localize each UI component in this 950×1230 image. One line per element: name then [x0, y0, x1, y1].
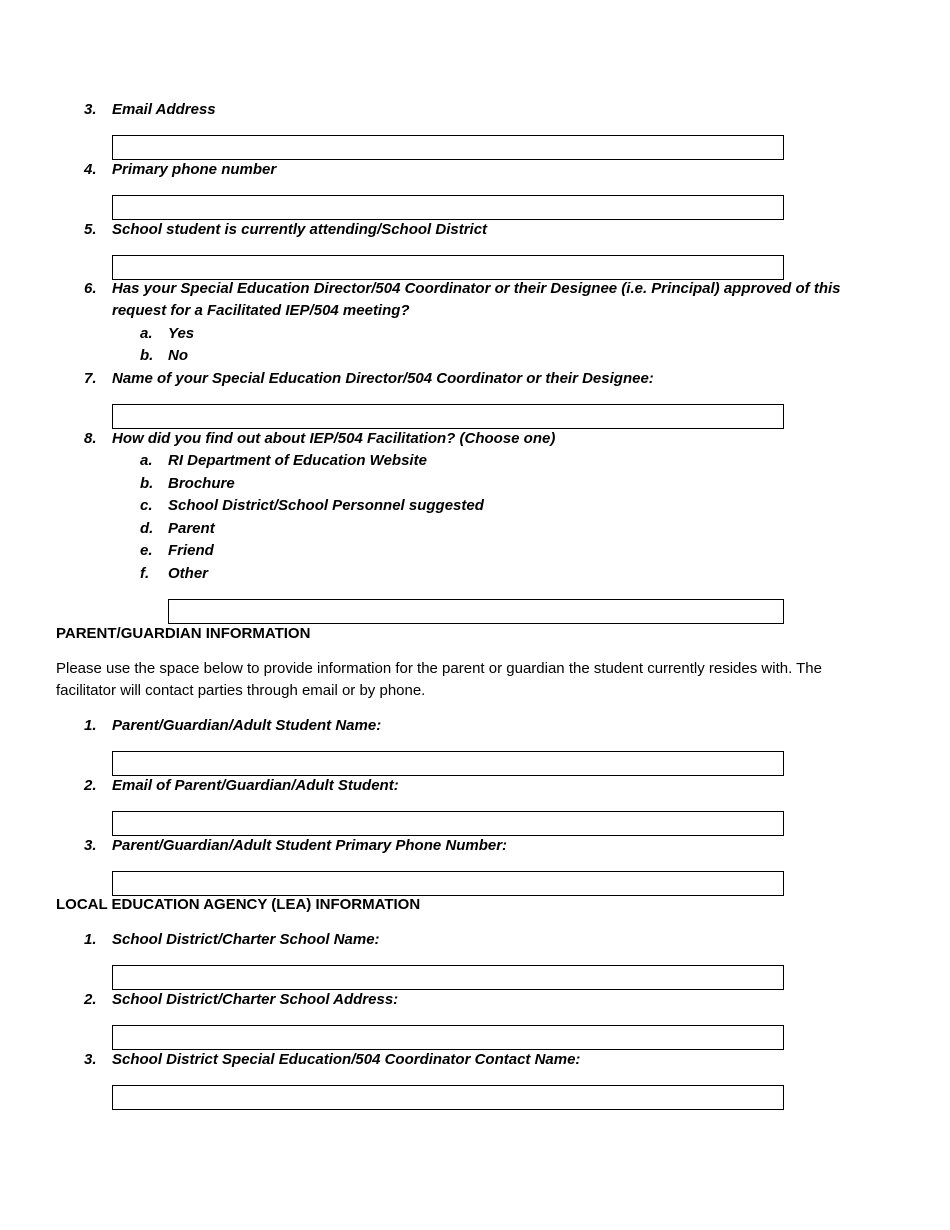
parent-guardian-heading: PARENT/GUARDIAN INFORMATION: [56, 625, 311, 642]
question-label: Email Address: [112, 101, 216, 118]
parent-email-field[interactable]: [112, 811, 784, 836]
question-number: 2.: [84, 991, 97, 1008]
lea-heading: LOCAL EDUCATION AGENCY (LEA) INFORMATION: [56, 896, 421, 913]
option-letter: a.: [140, 452, 153, 469]
question-label: Email of Parent/Guardian/Adult Student:: [112, 777, 399, 794]
question-label: Primary phone number: [112, 161, 277, 178]
option-label: Yes: [168, 325, 195, 342]
district-name-field[interactable]: [112, 965, 784, 990]
question-label: Has your Special Education Director/504 Coordinator or their Designee (i.e. Principal) approved of this request for a Facilitated IEP/504 meeting?: [112, 280, 841, 319]
option-letter: c.: [140, 497, 153, 514]
question-number: 3.: [84, 1051, 97, 1068]
option-label: Other: [168, 565, 209, 582]
other-source-field[interactable]: [168, 599, 784, 624]
option-label: Friend: [168, 542, 214, 559]
option-letter: d.: [140, 520, 154, 537]
question-label: Name of your Special Education Director/504 Coordinator or their Designee:: [112, 370, 654, 387]
question-number: 3.: [84, 837, 97, 854]
parent-guardian-intro: Please use the space below to provide information for the parent or guardian the student currently resides with. The facilitator will contact parties through email or by phone.: [56, 660, 822, 699]
question-label: School District/Charter School Address:: [112, 991, 399, 1008]
option-letter: b.: [140, 347, 154, 364]
option-label: Brochure: [168, 475, 235, 492]
question-number: 7.: [84, 370, 97, 387]
primary-phone-field[interactable]: [112, 195, 784, 220]
question-number: 8.: [84, 430, 97, 447]
question-label: School District Special Education/504 Coordinator Contact Name:: [112, 1051, 581, 1068]
parent-phone-field[interactable]: [112, 871, 784, 896]
option-label: No: [168, 347, 188, 364]
director-name-field[interactable]: [112, 404, 784, 429]
option-letter: f.: [140, 565, 150, 582]
question-number: 1.: [84, 717, 97, 734]
question-number: 5.: [84, 221, 97, 238]
question-label: School student is currently attending/School District: [112, 221, 488, 238]
question-number: 6.: [84, 280, 97, 297]
option-label: Parent: [168, 520, 215, 537]
email-address-field[interactable]: [112, 135, 784, 160]
question-label: How did you find out about IEP/504 Facilitation? (Choose one): [112, 430, 556, 447]
coordinator-contact-field[interactable]: [112, 1085, 784, 1110]
question-director-approval: [84, 278, 914, 322]
parent-name-field[interactable]: [112, 751, 784, 776]
question-number: 4.: [84, 161, 97, 178]
district-address-field[interactable]: [112, 1025, 784, 1050]
option-label: RI Department of Education Website: [168, 452, 427, 469]
question-number: 2.: [84, 777, 97, 794]
question-number: 1.: [84, 931, 97, 948]
question-number: 3.: [84, 101, 97, 118]
question-label: Parent/Guardian/Adult Student Primary Phone Number:: [112, 837, 508, 854]
option-letter: b.: [140, 475, 154, 492]
option-letter: e.: [140, 542, 153, 559]
option-label: School District/School Personnel suggested: [168, 497, 484, 514]
question-label: Parent/Guardian/Adult Student Name:: [112, 717, 382, 734]
question-label: School District/Charter School Name:: [112, 931, 380, 948]
school-attending-field[interactable]: [112, 255, 784, 280]
option-letter: a.: [140, 325, 153, 342]
